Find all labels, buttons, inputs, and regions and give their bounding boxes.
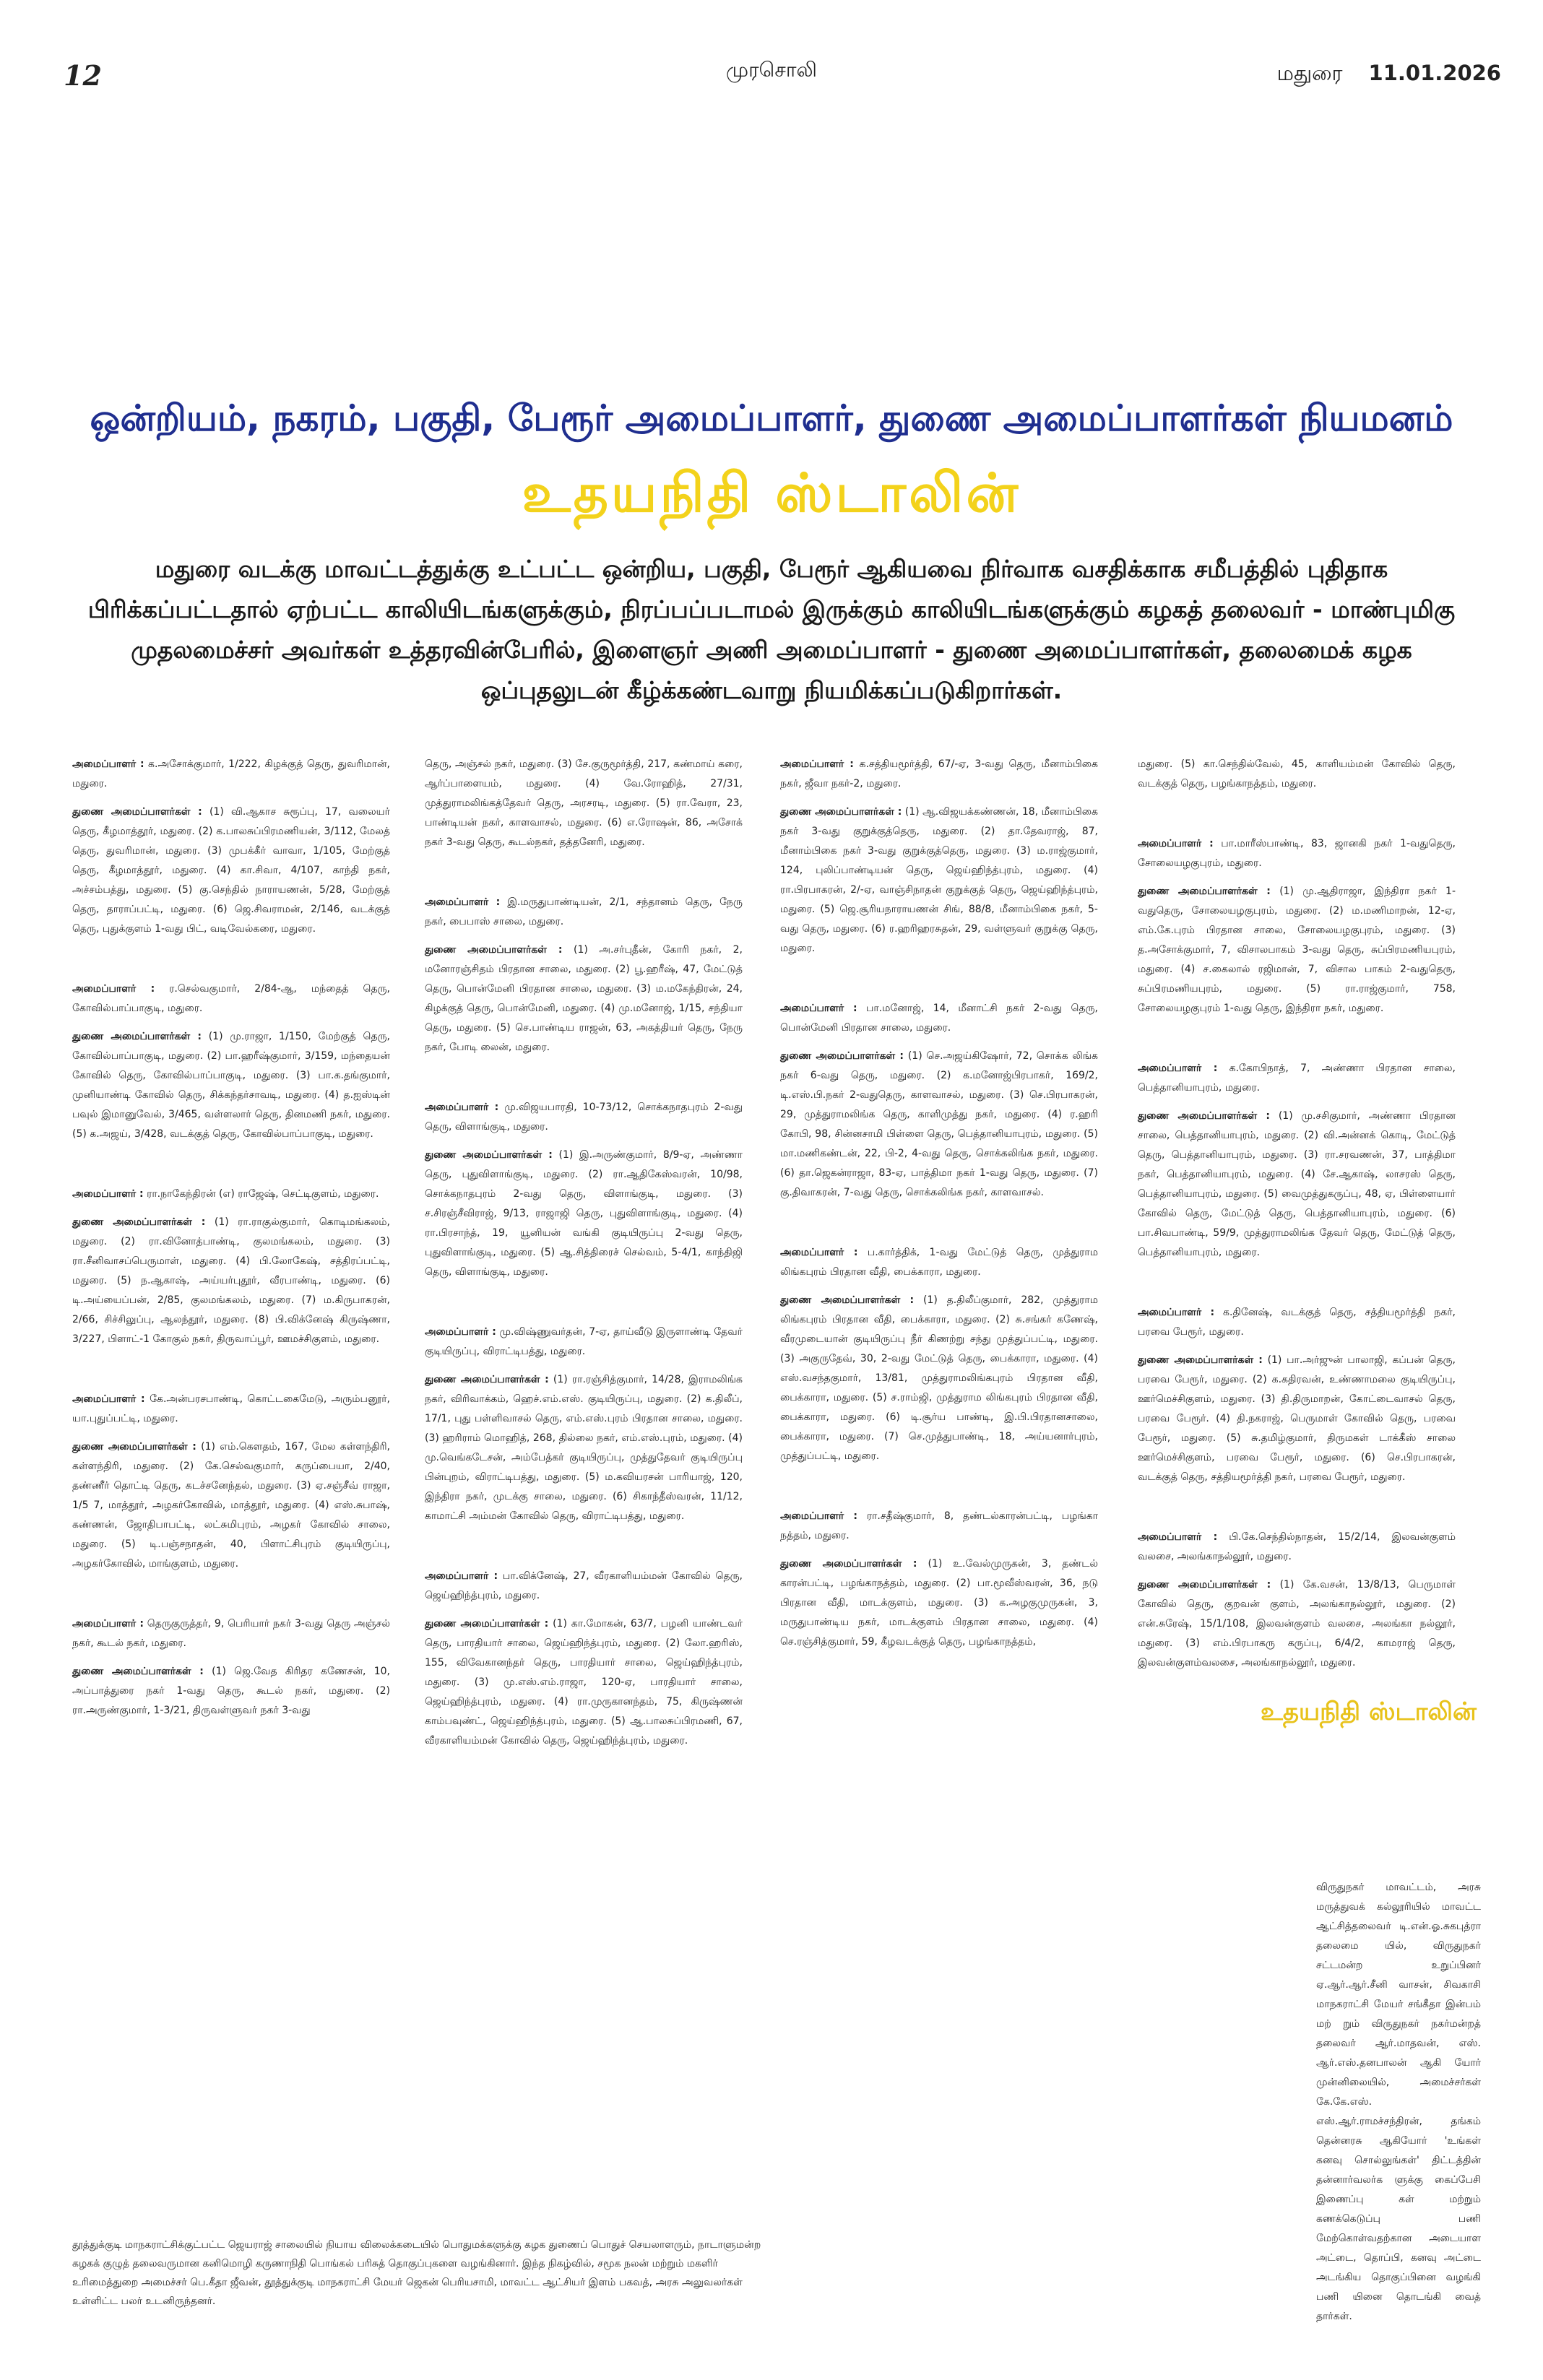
organizer-label: அமைப்பாளர் : bbox=[780, 1510, 858, 1522]
deputies-entry bbox=[425, 1146, 743, 1282]
organizer-entry bbox=[425, 893, 743, 932]
continuation-text bbox=[425, 755, 743, 852]
deputies-entry bbox=[1138, 1351, 1456, 1487]
deputies-label: துணை அமைப்பாளர்கள் : bbox=[780, 1050, 904, 1062]
deputies-label: துணை அமைப்பாளர்கள் : bbox=[425, 944, 563, 956]
article-column-4 bbox=[1138, 755, 1456, 1682]
entry-text: (1) கா.மோகன், 63/7, பழனி யாண்டவர் தெரு, பாரதியார் சாலை, ஜெய்ஹிந்த்புரம், மதுரை. (2) லோ.ஹரிஸ், 155, விவேகானந்தர் தெரு, பாரதியார் சாலை, ஜெய்ஹிந்த்புரம், மதுரை. (3) மு.எஸ்.எம்.ராஜா, 120-ஏ, பாரதியார் சாலை, ஜெய்ஹிந்த்புரம், மதுரை. (4) ரா.முருகானந்தம், 75, கிருஷ்ணன் காம்பவுண்ட், ஜெய்ஹிந்த்புரம், மதுரை. (5) ஆ.பாலசுப்பிரமணி, 67, வீரகாளியம்மன் கோவில் தெரு, ஜெய்ஹிந்த்புரம், மதுரை. bbox=[425, 1618, 743, 1747]
author-name-banner: உதயநிதி ஸ்டாலின் bbox=[522, 462, 1021, 524]
organizer-entry bbox=[72, 755, 390, 794]
organizer-label: அமைப்பாளர் : bbox=[780, 1247, 858, 1258]
intro-paragraph: மதுரை வடக்கு மாவட்டத்துக்கு உட்பட்ட ஒன்றிய, பகுதி, பேரூர் ஆகியவை நிர்வாக வசதிக்காக சமீபத்தில் புதிதாக பிரிக்கப்பட்டதால் ஏற்பட்ட காலியிடங்களுக்கும், நிரப்பப்படாமல் இருக்கும் காலியிடங்களுக்கும் கழகத் தலைவர் - மாண்புமிகு முதலமைச்சர் அவர்கள் உத்தரவின்பேரில், இளைஞர் அணி அமைப்பாளர் - துணை அமைப்பாளர்கள், தலைமைக் கழக ஒப்புதலுடன் கீழ்க்கண்டவாறு நியமிக்கப்படுகிறார்கள். bbox=[87, 555, 1456, 704]
deputies-label: துணை அமைப்பாளர்கள் : bbox=[72, 1441, 196, 1453]
deputies-label: துணை அமைப்பாளர்கள் : bbox=[72, 1031, 202, 1042]
deputies-entry bbox=[780, 1047, 1098, 1203]
entry-gap bbox=[72, 948, 390, 979]
entry-gap bbox=[425, 1291, 743, 1323]
entry-gap bbox=[780, 1211, 1098, 1243]
masthead bbox=[0, 0, 1543, 94]
deputies-entry bbox=[425, 940, 743, 1057]
date: 11.01.2026 bbox=[1368, 61, 1501, 85]
deputies-label: துணை அமைப்பாளர்கள் : bbox=[72, 806, 202, 818]
dateline bbox=[1277, 61, 1501, 88]
entry-text: பா.விக்னேஷ், 27, வீரகாளியம்மன் கோவில் தெரு, ஜெய்ஹிந்த்புரம், மதுரை. bbox=[425, 1570, 743, 1601]
entry-text: (1) த.திலீப்குமார், 282, முத்துராம லிங்கபுரம் பிரதான வீதி, பைக்காரா, மதுரை. (2) சு.சங்கர் கணேஷ், வீரமுடையான் குடியிருப்பு நீர் கிணற்று சந்து முத்துப்பட்டி, மதுரை. (3) அகுருதேவ், 30, 2-வது மேட்டுத் தெரு, பைக்காரா, மதுரை. (4) எஸ்.வசந்தகுமார், 13/81, முத்துராமலிங்கபுரம் பிரதான வீதி, பைக்காரா, மதுரை. (5) ச.ராம்ஜி, முத்துராம லிங்கபுரம் பிரதான வீதி, பைக்காரா, மதுரை. (6) டி.சூர்ய பாண்டி, இ.பி.பிரதானசாலை, பைக்காரா, மதுரை. (7) செ.முத்துபாண்டி, 18, அய்யனார்புரம், முத்துப்பட்டி, மதுரை. bbox=[780, 1294, 1098, 1462]
deputies-label: துணை அமைப்பாளர்கள் : bbox=[425, 1149, 553, 1161]
organizer-entry bbox=[1138, 1303, 1456, 1342]
deputies-entry bbox=[72, 1027, 390, 1144]
organizer-entry bbox=[72, 979, 390, 1018]
deputies-entry bbox=[72, 1213, 390, 1349]
organizer-label: அமைப்பாளர் : bbox=[1138, 1531, 1218, 1543]
organizer-entry bbox=[780, 1507, 1098, 1546]
deputies-entry bbox=[425, 1614, 743, 1751]
entry-text: மு.விஜயபாரதி, 10-73/12, சொக்கநாதபுரம் 2-வது தெரு, விளாங்குடி, மதுரை. bbox=[425, 1102, 743, 1133]
organizer-entry bbox=[1138, 1528, 1456, 1567]
entry-text: ர.செல்வகுமார், 2/84-ஆ, மந்தைத் தெரு, கோவில்பாப்பாகுடி, மதுரை. bbox=[72, 983, 390, 1014]
entry-text: க.தினேஷ், வடக்குத் தெரு, சத்தியமூர்த்தி நகர், பரவை பேரூர், மதுரை. bbox=[1138, 1307, 1456, 1338]
entry-gap bbox=[425, 1535, 743, 1567]
organizer-label: அமைப்பாளர் : bbox=[425, 896, 501, 908]
organizer-label: அமைப்பாளர் : bbox=[1138, 1307, 1215, 1318]
organizer-label: அமைப்பாளர் : bbox=[72, 983, 155, 995]
organizer-label: அமைப்பாளர் : bbox=[72, 1188, 144, 1200]
entry-text: கே.அன்பரசபாண்டி, கொட்டகைமேடு, அரும்பனூர், யா.புதுப்பட்டி, மதுரை. bbox=[72, 1393, 391, 1424]
entry-text: ரா.நாகேந்திரன் (எ) ராஜேஷ், செட்டிகுளம், மதுரை. bbox=[147, 1188, 379, 1200]
continuation-text bbox=[1138, 755, 1456, 794]
entry-gap bbox=[780, 1475, 1098, 1507]
deputies-label: துணை அமைப்பாளர்கள் : bbox=[1138, 1354, 1263, 1366]
organizer-label: அமைப்பாளர் : bbox=[780, 758, 854, 770]
entry-text: (1) ஜெ.வேத கிரிதர கணேசன், 10, அப்பாத்துரை நகர் 1-வது தெரு, கூடல் நகர், மதுரை. (2) ரா.அருண்குமார், 1-3/21, திருவள்ளுவர் நகர் 3-வது bbox=[72, 1666, 390, 1716]
entry-gap bbox=[1138, 802, 1456, 834]
entry-text: (1) செ.அஜய்கிஷோர், 72, சொக்க லிங்க நகர் 6-வது தெரு, மதுரை. (2) க.மனோஜ்பிரபாகர், 169/2, டி.எஸ்.பி.நகர் 2-வதுதெரு, காளவாசல், மதுரை. (3) செ.பிரபாகரன், 29, முத்துராமலிங்க தெரு, காளிமுத்து நகர், மதுரை. (4) ர.ஹரி கோபி, 98, சின்னசாமி பிள்ளை தெரு, பெத்தானியாபுரம், மதுரை. (5) மா.மணிகண்டன், 22, பி-2, 4-வது தெரு, சொக்கலிங்க நகர், மதுரை. (6) தா.ஜெகன்ராஜா, 83-ஏ, பாத்திமா நகர் 1-வது தெரு, மதுரை. (7) கு.திவாகரன், 7-வது தெரு, சொக்கலிங்க நகர், காளவாசல். bbox=[780, 1050, 1099, 1198]
entry-gap bbox=[780, 967, 1098, 999]
deputies-entry bbox=[1138, 1107, 1456, 1263]
deputies-entry bbox=[72, 802, 390, 939]
entry-gap bbox=[72, 1583, 390, 1614]
entry-text: க.அசோக்குமார், 1/222, கிழக்குத் தெரு, துவரிமான், மதுரை. bbox=[72, 758, 390, 789]
entry-text: (1) வி.ஆகாச சுரூப்பு, 17, வலையர் தெரு, கீழமாத்தூர், மதுரை. (2) க.பாலசுப்பிரமணியன், 3/112, மேலத் தெரு, துவரிமான், மதுரை. (3) முபக்கீர் வாவா, 1/105, மேற்குத் தெரு, கீழமாத்தூர், மதுரை. (4) கா.சிவா, 4/107, காந்தி நகர், அச்சம்பத்து, மதுரை. (5) கு.செந்தில் நாராயணன், 5/28, மேற்குத் தெரு, தாராப்பட்டி, மதுரை. (6) ஜெ.சிவராமன், 2/146, வடக்குத் தெரு, புதுக்குளம் 1-வது பிட், வடிவேல்கரை, மதுரை. bbox=[72, 806, 390, 935]
entry-gap bbox=[425, 1066, 743, 1098]
deputies-label: துணை அமைப்பாளர்கள் : bbox=[72, 1666, 204, 1677]
photo-caption: தூத்துக்குடி மாநகராட்சிக்குட்பட்ட ஜெயராஜ் சாலையில் நியாய விலைக்கடையில் பொதுமக்களுக்கு கழக துணைப் பொதுச் செயலாளரும், நாடாளுமன்ற கழகக் குழுத் தலைவருமான கனிமொழி கருணாநிதி பொங்கல் பரிசுத் தொகுப்புகளை வழங்கினார். இந்த நிகழ்வில், சமூக நலன் மற்றும் மகளிர் உரிமைத்துறை அமைச்சர் பெ.கீதா ஜீவன், தூத்துக்குடி மாநகராட்சி மேயர் ஜெகன் பெரியசாமி, மாவட்ட ஆட்சியர் இளம் பகவத், அரசு அலுவலர்கள் உள்ளிட்ட பலர் உடனிருந்தனர். bbox=[72, 2239, 761, 2307]
entry-text: (1) ரா.ரஞ்சித்குமார், 14/28, இராமலிங்க நகர், விரிவாக்கம், ஹெச்.எம்.எஸ். குடியிருப்பு, மதுரை. (2) க.திலீப், 17/1, புது பள்ளிவாசல் தெரு, எம்.எஸ்.புரம் பிரதான சாலை, மதுரை. (3) ஹரிராம் மொஹித், 268, தில்லை நகர், எம்.எஸ்.புரம், மதுரை. (4) மு.வெங்கடேசன், அம்பேத்கர் குடியிருப்பு, முத்துதேவர் குடியிருப்பு பின்புறம், விராட்டிபத்து, மதுரை. (5) ம.கவியரசன் பாரியாஜ், 120, இந்திரா நகர், முடக்கு சாலை, மதுரை. (6) சிகாந்தீஸ்வரன், 11/12, காமாட்சி அம்மன் கோவில் தெரு, விராட்டிபத்து, மதுரை. bbox=[425, 1374, 743, 1522]
organizer-label: அமைப்பாளர் : bbox=[1138, 838, 1214, 849]
entry-gap bbox=[72, 1153, 390, 1185]
entry-text: பி.கே.செந்தில்நாதன், 15/2/14, இலவன்குளம் வலசை, அலங்காநல்லூர், மதுரை. bbox=[1138, 1531, 1456, 1562]
deputies-entry bbox=[1138, 1575, 1456, 1673]
entry-text: (1) அ.சர்புதீன், கோரி நகர், 2, மனோரஞ்சிதம் பிரதான சாலை, மதுரை. (2) பூ.ஹரீஷ், 47, மேட்டுத் தெரு, பொன்மேனி பிரதான சாலை, மதுரை. (3) ம.மகேந்திரன், 24, கிழக்குத் தெரு, பொன்மேனி, மதுரை. (4) மு.மனோஜ், 1/15, சந்தியா தெரு, மதுரை. (5) செ.பாண்டிய ராஜன், 63, அகத்தியர் தெரு, நேரு நகர், போடி லைன், மதுரை. bbox=[425, 944, 743, 1053]
organizer-entry bbox=[780, 755, 1098, 794]
deputies-label: துணை அமைப்பாளர்கள் : bbox=[72, 1216, 206, 1228]
entry-text: (1) உ.வேல்முருகன், 3, தண்டல் காரன்பட்டி, பழங்காநத்தம், மதுரை. (2) பா.மூவீஸ்வரன், 36, நடு பிரதான வீதி, மாடக்குளம், மதுரை. (3) க.அழகுமுருகன், 3, மருதுபாண்டிய நகர், மாடக்குளம் பிரதான சாலை, மதுரை. (4) செ.ரஞ்சித்குமார், 59, கீழவடக்குத் தெரு, பழங்காநத்தம், bbox=[780, 1558, 1098, 1648]
deputies-entry bbox=[780, 1554, 1098, 1652]
entry-text: பா.மாரீஸ்பாண்டி, 83, ஜானகி நகர் 1-வதுதெரு, சோலையழகுபுரம், மதுரை. bbox=[1138, 838, 1456, 869]
organizer-label: அமைப்பாளர் : bbox=[1138, 1063, 1218, 1074]
organizer-entry bbox=[780, 999, 1098, 1038]
entry-text: மு.விஷ்ணுவர்தன், 7-ஏ, தாய்வீடு இருளாண்டி தேவர் குடியிருப்பு, விராட்டிபத்து, மதுரை. bbox=[425, 1326, 743, 1357]
entry-text: மதுரை. (5) கா.செந்தில்வேல், 45, காளியம்மன் கோவில் தெரு, வடக்குத் தெரு, பழங்காநத்தம், மதுரை. bbox=[1138, 758, 1456, 789]
page-number: 12 bbox=[64, 59, 102, 92]
organizer-label: அமைப்பாளர் : bbox=[72, 1393, 145, 1405]
organizer-label: அமைப்பாளர் : bbox=[780, 1003, 857, 1014]
entry-text: தெருகுருத்தர், 9, பெரியார் நகர் 3-வது தெரு அஞ்சல் நகர், கூடல் நகர், மதுரை. bbox=[72, 1618, 390, 1649]
deputies-entry bbox=[780, 802, 1098, 959]
entry-gap bbox=[1138, 1496, 1456, 1528]
organizer-entry bbox=[1138, 834, 1456, 873]
entry-text: க.கோபிநாத், 7, அண்ணா பிரதான சாலை, பெத்தானியாபுரம், மதுரை. bbox=[1138, 1063, 1456, 1094]
deputies-label: துணை அமைப்பாளர்கள் : bbox=[1138, 1579, 1271, 1591]
entry-text: (1) ரா.ராகுல்குமார், கொடிமங்கலம், மதுரை. (2) ரா.வினோத்பாண்டி, குலமங்கலம், மதுரை. (3) ரா.சீனிவாசப்பெருமாள், மதுரை. (4) பி.லோகேஷ், சத்திரப்பட்டி, மதுரை. (5) ந.ஆகாஷ், அய்யர்புதூர், வீரபாண்டி, மதுரை. (6) டி.அய்யைப்பன், 2/85, குலமங்கலம், மதுரை. (7) ம.கிருபாகரன், 2/66, சிச்சிலுப்பு, ஆலந்தூர், மதுரை. (8) பி.விக்னேஷ் கிருஷ்ணா, 3/227, பிளாட்-1 கோகுல் நகர், திருவாப்பூர், ஊமச்சிகுளம், மதுரை. bbox=[72, 1216, 391, 1345]
organizer-entry bbox=[425, 1567, 743, 1606]
entry-text: க.சத்தியமூர்த்தி, 67/-ஏ, 3-வது தெரு, மீனாம்பிகை நகர், ஜீவா நகர்-2, மதுரை. bbox=[780, 758, 1098, 789]
organizer-label: அமைப்பாளர் : bbox=[72, 758, 144, 770]
entry-text: ப.கார்த்திக், 1-வது மேட்டுத் தெரு, முத்துராம லிங்கபுரம் பிரதான வீதி, பைக்காரா, மதுரை. bbox=[780, 1247, 1098, 1278]
deputies-label: துணை அமைப்பாளர்கள் : bbox=[780, 1558, 917, 1570]
deputies-label: துணை அமைப்பாளர்கள் : bbox=[780, 806, 902, 818]
deputies-label: துணை அமைப்பாளர்கள் : bbox=[1138, 886, 1271, 897]
organizer-entry bbox=[780, 1243, 1098, 1282]
deputies-label: துணை அமைப்பாளர்கள் : bbox=[1138, 1110, 1271, 1122]
headline: ஒன்றியம், நகரம், பகுதி, பேரூர் அமைப்பாளர், துணை அமைப்பாளர்கள் நியமனம் bbox=[90, 397, 1453, 439]
city: மதுரை bbox=[1276, 61, 1343, 85]
sidebar-news-text: விருதுநகர் மாவட்டம், அரசு மருத்துவக் கல்லூரியில் மாவட்ட ஆட்சித்தலைவர் டி.என்.ஓ.சுகபுத்ரா தலைமை யில், விருதுநகர் சட்டமன்ற உறுப்பினர் ஏ.ஆர்.ஆர்.சீனி வாசன், சிவகாசி மாநகராட்சி மேயர் சங்கீதா இன்பம் மற் றும் விருதுநகர் நகர்மன்றத் தலைவர் ஆர்.மாதவன், எஸ். ஆர்.எஸ்.தனபாலன் ஆகி யோர் முன்னிலையில், அமைச்சர்கள் கே.கே.எஸ். எஸ்.ஆர்.ராமச்சந்திரன், தங்கம் தென்னரசு ஆகியோர் 'உங்கள் கனவு சொல்லுங்கள்' திட்டத்தின் தன்னார்வலர்க ளுக்கு கைப்பேசி இணைப்பு கள் மற்றும் கணக்கெடுப்பு பணி மேற்கொள்வதற்கான அடையாள அட்டை, தொப்பி, கனவு அட்டை அடங்கிய தொகுப்பினை வழங்கி பணி யினை தொடங்கி வைத் தார்கள். bbox=[1316, 1882, 1481, 2322]
entry-gap bbox=[1138, 1271, 1456, 1303]
signature: உதயநிதி ஸ்டாலின் bbox=[1261, 1697, 1477, 1726]
deputies-entry bbox=[72, 1662, 390, 1721]
deputies-entry bbox=[72, 1437, 390, 1574]
entry-text: (1) இ.அருண்குமார், 8/9-ஏ, அண்ணா தெரு, புதுவிளாங்குடி, மதுரை. (2) ரா.ஆதிகேஸ்வரன், 10/98, சொக்கநாதபுரம் 2-வது தெரு, விளாங்குடி, மதுரை. (3) ச.சிரஞ்சீவிராஜ், 9/13, ராஜாஜி தெரு, புதுவிளாங்குடி, மதுரை. (4) ரா.பிரசாந்த், 19, யூனியன் வங்கி குடியிருப்பு 2-வது தெரு, புதுவிளாங்குடி, மதுரை. (5) ஆ.சித்திரைச் செல்வம், 5-4/1, காந்திஜி தெரு, விளாங்குடி, மதுரை. bbox=[425, 1149, 743, 1278]
article-column-1 bbox=[72, 755, 390, 1729]
entry-text: (1) பா.அர்ஜுன் பாலாஜி, கப்பன் தெரு, பரவை பேரூர், மதுரை. (2) க.கதிரவன், உண்ணாமலை குடியிருப்பு, ஊர்மெச்சிகுளம், மதுரை. (3) தி.திருமாறன், கோட்டைவாசல் தெரு, பரவை பேரூர். (4) தி.நகராஜ், பெருமாள் கோவில் தெரு, பரவை பேரூர், மதுரை. (5) சு.தமிழ்குமார், திருமகள் டாக்கீஸ் சாலை ஊர்மெச்சிகுளம், பரவை பேரூர், மதுரை. (6) செ.பிரபாகரன், வடக்குத் தெரு, சத்தியமூர்த்தி நகர், பரவை பேரூர், மதுரை. bbox=[1138, 1354, 1456, 1483]
entry-text: (1) கே.வசன், 13/8/13, பெருமாள் கோவில் தெரு, குறவன் குளம், அலங்காநல்லூர், மதுரை. (2) என்.சுரேஷ், 15/1/108, இலவன்குளம் வலசை, அலங்கா நல்லூர், மதுரை. (3) எம்.பிரபாகரு கருப்பு, 6/4/2, காமராஜ் தெரு, இலவன்குளம்வலசை, அலங்காநல்லூர், மதுரை. bbox=[1138, 1579, 1456, 1669]
deputies-entry bbox=[1138, 882, 1456, 1018]
entry-gap bbox=[1138, 1027, 1456, 1059]
entry-text: ரா.சதீஷ்குமார், 8, தண்டல்காரன்பட்டி, பழங்கா நத்தம், மதுரை. bbox=[780, 1510, 1098, 1541]
entry-text: (1) மு.ஆதிராஜா, இந்திரா நகர் 1-வதுதெரு, சோலையழகுபுரம், மதுரை. (2) ம.மணிமாறன், 12-ஏ, எம்.கே.புரம் பிரதான சாலை, சோலையழகுபுரம், மதுரை. (3) த.அசோக்குமார், 7, விசாலபாகம் 3-வது தெரு, சுப்பிரமணியபுரம், மதுரை. (4) ச.கைலால் ரஜிமான், 7, விசால பாகம் 2-வதுதெரு, சுப்பிரமணியபுரம், மதுரை. (5) ரா.ராஜ்குமார், 758, சோலையழகுபுரம் 1-வது தெரு, இந்திரா நகர், மதுரை. bbox=[1138, 886, 1456, 1014]
entry-text: (1) ஆ.விஜயக்கண்ணன், 18, மீனாம்பிகை நகர் 3-வது குறுக்குத்தெரு, மதுரை. (2) தா.தேவராஜ், 87, மீனாம்பிகை நகர் 3-வது குறுக்குத்தெரு, மதுரை. (3) ம.ராஜ்குமார், 124, புலிப்பாண்டியன் தெரு, ஜெய்ஹிந்த்புரம், மதுரை. (4) ரா.பிரபாகரன், 2/-ஏ, வாஞ்சிநாதன் குறுக்குத் தெரு, ஜெய்ஹிந்த்புரம், மதுரை. (5) ஜெ.சூரியநாராயணன் சிங், 88/8, மீனாம்பிகை நகர், 5-வது தெரு, மதுரை. (6) ர.ஹரிஹரசுதன், 29, வள்ளுவர் குறுக்கு தெரு, மதுரை. bbox=[780, 806, 1098, 954]
entry-text: (1) எம்.கௌதம், 167, மேல கள்ளந்திரி, கள்ளந்திரி, மதுரை. (2) கே.செல்வகுமார், கருப்பையா, 2/40, தண்ணீர் தொட்டி தெரு, கடச்சனேந்தல், மதுரை. (3) ஏ.சஞ்சீவ் ராஜா, 1/5 7, மாத்தூர், அழகர்கோவில், மாத்தூர், மதுரை. (4) எஸ்.சுபாஷ், கண்ணன், ஜோதிபாபட்டி, லட்சுமிபுரம், அழகர் கோவில் சாலை, மதுரை. (5) டி.பஞ்சநாதன், 40, பிளாட்சிபுரம் குடியிருப்பு, அழகர்கோவில், மாங்குளம், மதுரை. bbox=[72, 1441, 391, 1570]
organizer-entry bbox=[425, 1098, 743, 1137]
entry-gap bbox=[425, 861, 743, 893]
organizer-entry bbox=[72, 1390, 390, 1429]
organizer-label: அமைப்பாளர் : bbox=[425, 1326, 496, 1338]
deputies-entry bbox=[425, 1370, 743, 1526]
article-column-3 bbox=[780, 755, 1098, 1661]
deputies-label: துணை அமைப்பாளர்கள் : bbox=[425, 1618, 549, 1630]
organizer-label: அமைப்பாளர் : bbox=[72, 1618, 144, 1630]
newspaper-name: முரசொலி bbox=[726, 58, 817, 82]
entry-text: இ.மருதுபாண்டியன், 2/1, சந்தானம் தெரு, நேரு நகர், பைபாஸ் சாலை, மதுரை. bbox=[425, 896, 743, 927]
organizer-entry bbox=[425, 1323, 743, 1362]
deputies-entry bbox=[780, 1291, 1098, 1466]
deputies-label: துணை அமைப்பாளர்கள் : bbox=[425, 1374, 549, 1385]
organizer-entry bbox=[72, 1614, 390, 1653]
organizer-entry bbox=[72, 1185, 390, 1204]
organizer-entry bbox=[1138, 1059, 1456, 1098]
deputies-label: துணை அமைப்பாளர்கள் : bbox=[780, 1294, 915, 1306]
entry-text: பா.மனோஜ், 14, மீனாட்சி நகர் 2-வது தெரு, பொன்மேனி பிரதான சாலை, மதுரை. bbox=[780, 1003, 1098, 1034]
entry-text: (1) மு.ராஜா, 1/150, மேற்குத் தெரு, கோவில்பாப்பாகுடி, மதுரை. (2) பா.ஹரீஷ்குமார், 3/159, மந்தையன் கோவில் தெரு, கோவில்பாப்பாகுடி, மதுரை. (3) பா.க.தங்குமார், முனியாண்டி கோவில் தெரு, சிக்கந்தர்சாவடி, மதுரை. (4) த.ஐஸ்டின் பவுல் இமானுவேல், 3/465, வள்ளலார் தெரு, தினமணி நகர், மதுரை. (5) க.அஜய், 3/428, வடக்குத் தெரு, கோவில்பாப்பாகுடி, மதுரை. bbox=[72, 1031, 390, 1140]
entry-text: (1) மு.சசிகுமார், அண்ணா பிரதான சாலை, பெத்தானியாபுரம், மதுரை. (2) வி.அன்னக் கொடி, மேட்டுத் தெரு, பெத்தானியாபுரம், மதுரை. (3) ரா.சரவணன், 37, பாத்திமா நகர், பெத்தானியாபுரம், மதுரை. (4) சே.ஆகாஷ், லாசரஸ் தெரு, பெத்தானியாபுரம், மதுரை. (5) வைமுத்துகருப்பு, 48, ஏ, பிள்ளையார் கோவில் தெரு, மேட்டுத் தெரு, பெத்தானியாபுரம், மதுரை. (6) பா.சிவபாண்டி, 59/9, முத்துராமலிங்க தேவர் தெரு, மேட்டுத் தெரு, பெத்தானியாபுரம், மதுரை. bbox=[1138, 1110, 1456, 1258]
organizer-label: அமைப்பாளர் : bbox=[425, 1102, 499, 1113]
article-column-2 bbox=[425, 755, 743, 1760]
entry-gap bbox=[72, 1358, 390, 1390]
entry-text: தெரு, அஞ்சல் நகர், மதுரை. (3) சே.குருமூர்த்தி, 217, கண்மாய் கரை, ஆர்ப்பாளையம், மதுரை. (4) வே.ரோஹித், 27/31, முத்துராமலிங்கத்தேவர் தெரு, அரசரடி, மதுரை. (5) ரா.வேரா, 23, பாண்டியன் நகர், காளவாசல், மதுரை. (6) எ.ரோஷன், 86, அசோக் நகர் 3-வது தெரு, கூடல்நகர், தத்தனேரி, மதுரை. bbox=[425, 758, 743, 848]
organizer-label: அமைப்பாளர் : bbox=[425, 1570, 498, 1582]
